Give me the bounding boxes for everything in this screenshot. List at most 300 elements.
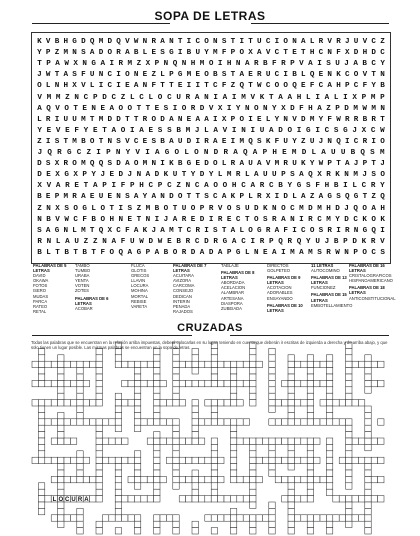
crossword-cell[interactable] <box>134 528 140 534</box>
grid-letter[interactable]: E <box>186 115 192 124</box>
grid-letter[interactable]: R <box>142 115 148 124</box>
grid-letter[interactable]: Q <box>118 248 124 257</box>
grid-letter[interactable]: E <box>257 115 262 124</box>
grid-letter[interactable]: U <box>335 60 340 69</box>
crossword-cell[interactable] <box>96 457 102 463</box>
grid-letter[interactable]: B <box>160 137 165 146</box>
crossword-cell[interactable] <box>58 464 64 470</box>
crossword-cell[interactable] <box>288 483 294 489</box>
crossword-cell[interactable] <box>77 515 83 521</box>
crossword-cell[interactable] <box>70 457 76 463</box>
grid-letter[interactable]: A <box>318 193 324 202</box>
grid-letter[interactable]: A <box>317 104 322 113</box>
crossword-cell[interactable] <box>205 496 211 502</box>
grid-letter[interactable]: V <box>135 149 140 157</box>
grid-letter[interactable]: R <box>336 38 341 46</box>
crossword-cell[interactable] <box>282 400 288 406</box>
grid-letter[interactable]: I <box>96 149 101 157</box>
crossword-cell[interactable] <box>256 438 262 444</box>
crossword-cell[interactable] <box>288 502 294 508</box>
grid-letter[interactable]: V <box>299 60 304 69</box>
grid-letter[interactable]: O <box>283 82 288 91</box>
crossword-cell[interactable] <box>262 438 268 444</box>
crossword-cell[interactable] <box>134 387 140 393</box>
crossword-cell[interactable] <box>218 496 224 502</box>
crossword-cell[interactable] <box>352 361 358 367</box>
crossword-cell[interactable] <box>262 515 268 521</box>
crossword-cell[interactable] <box>326 451 332 457</box>
grid-letter[interactable]: V <box>217 204 223 213</box>
grid-letter[interactable]: W <box>336 115 341 124</box>
grid-letter[interactable]: I <box>230 137 236 146</box>
crossword-cell[interactable] <box>38 451 44 457</box>
crossword-cell[interactable] <box>38 374 44 380</box>
crossword-cell[interactable] <box>294 476 300 482</box>
grid-letter[interactable]: N <box>107 137 113 146</box>
grid-letter[interactable]: D <box>118 171 124 180</box>
crossword-cell[interactable] <box>51 515 57 521</box>
crossword-cell[interactable] <box>288 412 294 418</box>
grid-letter[interactable]: S <box>380 248 385 257</box>
grid-letter[interactable]: I <box>145 149 150 157</box>
crossword-cell[interactable] <box>269 419 275 425</box>
grid-letter[interactable]: B <box>82 248 87 257</box>
crossword-cell[interactable] <box>314 515 320 521</box>
crossword-cell[interactable] <box>198 496 204 502</box>
crossword-cell[interactable] <box>154 387 160 393</box>
grid-letter[interactable]: H <box>109 215 115 224</box>
crossword-cell[interactable] <box>173 419 179 425</box>
crossword-cell[interactable] <box>38 355 44 361</box>
grid-letter[interactable]: E <box>221 137 227 146</box>
crossword-cell[interactable] <box>250 400 256 406</box>
crossword-cell[interactable] <box>58 387 64 393</box>
grid-letter[interactable]: G <box>235 248 241 257</box>
crossword-cell[interactable] <box>96 419 102 425</box>
grid-letter[interactable]: B <box>278 182 283 191</box>
crossword-cell[interactable] <box>173 425 179 431</box>
grid-letter[interactable]: Y <box>274 115 280 124</box>
crossword-cell[interactable] <box>230 438 236 444</box>
crossword-cell[interactable] <box>250 387 256 393</box>
crossword-cell[interactable] <box>38 361 44 367</box>
grid-letter[interactable]: B <box>46 215 51 224</box>
crossword-cell[interactable] <box>218 361 224 367</box>
crossword-cell[interactable] <box>346 496 352 502</box>
crossword-cell[interactable] <box>211 476 217 482</box>
crossword-cell[interactable] <box>288 368 294 374</box>
crossword-cell[interactable] <box>115 470 121 476</box>
grid-letter[interactable]: M <box>299 204 304 213</box>
grid-letter[interactable]: A <box>194 93 200 102</box>
crossword-cell[interactable] <box>307 361 313 367</box>
grid-letter[interactable]: Y <box>142 193 148 202</box>
grid-letter[interactable]: K <box>163 171 169 180</box>
crossword-cell[interactable] <box>307 387 313 393</box>
grid-letter[interactable]: T <box>89 115 95 124</box>
grid-letter[interactable]: A <box>204 182 209 191</box>
crossword-cell[interactable] <box>96 464 102 470</box>
grid-letter[interactable]: U <box>340 149 346 157</box>
grid-letter[interactable]: U <box>176 93 181 102</box>
crossword-cell[interactable] <box>314 476 320 482</box>
crossword-cell[interactable] <box>250 451 256 457</box>
crossword-cell[interactable] <box>326 374 332 380</box>
grid-letter[interactable]: D <box>335 204 340 213</box>
grid-letter[interactable]: A <box>301 193 306 202</box>
grid-letter[interactable]: A <box>199 248 205 257</box>
grid-letter[interactable]: T <box>37 60 42 69</box>
grid-letter[interactable]: I <box>226 104 232 113</box>
crossword-cell[interactable] <box>218 515 224 521</box>
grid-letter[interactable]: Q <box>292 82 297 91</box>
grid-letter[interactable]: L <box>311 149 317 157</box>
grid-letter[interactable]: F <box>315 182 320 191</box>
grid-letter[interactable]: D <box>290 104 295 113</box>
crossword-cell[interactable] <box>96 432 102 438</box>
grid-letter[interactable]: Y <box>235 104 241 113</box>
grid-letter[interactable]: P <box>262 149 268 157</box>
grid-letter[interactable]: T <box>186 193 192 202</box>
crossword-cell[interactable] <box>224 515 230 521</box>
crossword-cell[interactable] <box>230 476 236 482</box>
grid-letter[interactable]: B <box>333 237 339 246</box>
grid-letter[interactable]: C <box>265 38 271 46</box>
grid-letter[interactable]: E <box>282 149 287 157</box>
crossword-cell[interactable] <box>154 470 160 476</box>
grid-letter[interactable]: P <box>145 248 151 257</box>
grid-letter[interactable]: A <box>160 226 165 235</box>
grid-letter[interactable]: Z <box>37 137 42 146</box>
grid-letter[interactable]: Q <box>172 60 178 69</box>
crossword-cell[interactable] <box>243 476 249 482</box>
grid-letter[interactable]: P <box>46 60 51 69</box>
crossword-cell[interactable] <box>307 419 313 425</box>
crossword-cell[interactable] <box>224 380 230 386</box>
grid-letter[interactable]: E <box>301 82 306 91</box>
grid-letter[interactable]: O <box>248 226 253 235</box>
grid-letter[interactable]: C <box>371 60 376 69</box>
grid-letter[interactable]: L <box>204 126 209 135</box>
grid-letter[interactable]: D <box>186 137 192 146</box>
crossword-cell[interactable] <box>346 457 352 463</box>
grid-letter[interactable]: O <box>380 171 385 180</box>
grid-letter[interactable]: C <box>290 204 295 213</box>
grid-letter[interactable]: C <box>76 149 82 157</box>
crossword-cell[interactable] <box>288 464 294 470</box>
grid-letter[interactable]: O <box>174 149 180 157</box>
grid-letter[interactable]: R <box>272 215 277 224</box>
crossword-cell[interactable] <box>192 521 198 527</box>
grid-letter[interactable]: B <box>350 149 356 157</box>
grid-letter[interactable]: L <box>55 237 61 246</box>
crossword-cell[interactable] <box>326 483 332 489</box>
grid-letter[interactable]: F <box>74 126 79 135</box>
grid-letter[interactable]: I <box>98 82 104 91</box>
grid-letter[interactable]: B <box>186 49 192 58</box>
crossword-cell[interactable] <box>179 496 185 502</box>
crossword-cell[interactable] <box>288 380 294 386</box>
grid-letter[interactable]: R <box>362 137 368 146</box>
grid-letter[interactable]: Q <box>89 160 95 169</box>
grid-letter[interactable]: O <box>309 226 315 235</box>
crossword-cell[interactable] <box>250 368 256 374</box>
crossword-cell[interactable] <box>211 457 217 463</box>
crossword-cell[interactable] <box>378 438 384 444</box>
grid-letter[interactable]: A <box>281 215 286 224</box>
crossword-cell[interactable] <box>224 496 230 502</box>
grid-letter[interactable]: E <box>92 126 98 135</box>
crossword-cell[interactable] <box>326 489 332 495</box>
grid-letter[interactable]: I <box>116 71 121 80</box>
crossword-cell[interactable] <box>205 361 211 367</box>
crossword-cell[interactable] <box>211 528 217 534</box>
crossword-cell[interactable] <box>77 361 83 367</box>
grid-letter[interactable]: M <box>309 115 315 124</box>
crossword-cell[interactable] <box>96 444 102 450</box>
grid-letter[interactable]: O <box>208 60 214 69</box>
grid-letter[interactable]: A <box>213 126 218 135</box>
crossword-cell[interactable] <box>128 400 134 406</box>
crossword-cell[interactable] <box>186 496 192 502</box>
crossword-cell[interactable] <box>269 502 275 508</box>
grid-letter[interactable]: O <box>127 104 133 113</box>
crossword-cell[interactable] <box>77 374 83 380</box>
crossword-cell[interactable] <box>294 380 300 386</box>
crossword-cell[interactable] <box>122 438 128 444</box>
grid-letter[interactable]: X <box>55 204 60 213</box>
crossword-cell[interactable] <box>134 361 140 367</box>
grid-letter[interactable]: V <box>265 160 271 169</box>
crossword-cell[interactable] <box>38 400 44 406</box>
grid-letter[interactable]: T <box>336 160 341 169</box>
grid-letter[interactable]: V <box>362 38 368 46</box>
grid-letter[interactable]: P <box>54 193 60 202</box>
grid-letter[interactable]: G <box>306 126 311 135</box>
crossword-cell[interactable] <box>256 515 262 521</box>
grid-letter[interactable]: P <box>92 93 98 102</box>
grid-letter[interactable]: A <box>268 126 274 135</box>
crossword-cell[interactable] <box>237 515 243 521</box>
crossword-cell[interactable] <box>134 412 140 418</box>
grid-letter[interactable]: Y <box>204 49 209 58</box>
grid-letter[interactable]: A <box>195 115 201 124</box>
grid-letter[interactable]: N <box>292 38 297 46</box>
grid-letter[interactable]: F <box>81 71 86 80</box>
grid-letter[interactable]: Z <box>92 237 98 246</box>
grid-letter[interactable]: D <box>116 160 121 169</box>
crossword-cell[interactable] <box>365 368 371 374</box>
grid-letter[interactable]: T <box>136 104 142 113</box>
grid-letter[interactable]: B <box>133 49 139 58</box>
crossword-cell[interactable] <box>230 528 236 534</box>
grid-letter[interactable]: F <box>274 137 280 146</box>
grid-letter[interactable]: M <box>239 137 244 146</box>
crossword-cell[interactable] <box>154 521 160 527</box>
crossword-cell[interactable] <box>250 521 256 527</box>
grid-letter[interactable]: M <box>55 93 61 102</box>
crossword-cell[interactable] <box>77 470 83 476</box>
grid-letter[interactable]: I <box>177 49 183 58</box>
grid-letter[interactable]: Y <box>306 237 311 246</box>
grid-letter[interactable]: O <box>380 137 385 146</box>
grid-letter[interactable]: T <box>362 193 368 202</box>
grid-letter[interactable]: H <box>380 204 385 213</box>
crossword-cell[interactable] <box>77 521 83 527</box>
crossword-cell[interactable] <box>70 438 76 444</box>
grid-letter[interactable]: W <box>335 248 340 257</box>
grid-letter[interactable]: I <box>195 137 201 146</box>
grid-letter[interactable]: S <box>333 126 339 135</box>
crossword-cell[interactable] <box>230 368 236 374</box>
grid-letter[interactable]: O <box>107 49 113 58</box>
crossword-cell[interactable] <box>326 464 332 470</box>
grid-letter[interactable]: P <box>154 60 160 69</box>
grid-letter[interactable]: I <box>195 82 201 91</box>
crossword-cell[interactable] <box>58 476 64 482</box>
crossword-cell[interactable] <box>192 483 198 489</box>
crossword-cell[interactable] <box>301 496 307 502</box>
grid-letter[interactable]: S <box>163 104 169 113</box>
crossword-cell[interactable] <box>166 400 172 406</box>
grid-letter[interactable]: I <box>281 248 286 257</box>
crossword-cell[interactable] <box>365 528 371 534</box>
grid-letter[interactable]: T <box>55 248 60 257</box>
crossword-cell[interactable] <box>346 451 352 457</box>
crossword-cell[interactable] <box>358 361 364 367</box>
grid-letter[interactable]: G <box>353 193 359 202</box>
grid-letter[interactable]: A <box>287 93 293 102</box>
crossword-cell[interactable] <box>358 496 364 502</box>
crossword-cell[interactable] <box>275 419 281 425</box>
crossword-cell[interactable] <box>141 361 147 367</box>
crossword-cell[interactable] <box>230 425 236 431</box>
grid-letter[interactable]: A <box>252 149 258 157</box>
grid-letter[interactable]: T <box>248 38 253 46</box>
grid-letter[interactable]: U <box>263 171 268 180</box>
grid-letter[interactable]: G <box>136 248 142 257</box>
crossword-cell[interactable] <box>288 374 294 380</box>
grid-letter[interactable]: Y <box>272 104 277 113</box>
grid-letter[interactable]: M <box>353 104 358 113</box>
grid-letter[interactable]: B <box>176 237 181 246</box>
grid-letter[interactable]: S <box>107 160 113 169</box>
grid-letter[interactable]: N <box>91 104 96 113</box>
crossword-cell[interactable] <box>38 438 44 444</box>
grid-letter[interactable]: N <box>283 115 288 124</box>
crossword-cell[interactable] <box>250 457 256 463</box>
crossword-cell[interactable] <box>198 419 204 425</box>
grid-letter[interactable]: B <box>362 60 367 69</box>
grid-letter[interactable]: E <box>142 137 148 146</box>
grid-letter[interactable]: Y <box>83 126 89 135</box>
grid-letter[interactable]: U <box>265 71 271 80</box>
crossword-cell[interactable] <box>51 457 57 463</box>
grid-letter[interactable]: T <box>136 215 142 224</box>
crossword-cell[interactable] <box>282 438 288 444</box>
crossword-cell[interactable] <box>115 489 121 495</box>
crossword-cell[interactable] <box>237 419 243 425</box>
grid-letter[interactable]: A <box>250 182 256 191</box>
crossword-cell[interactable] <box>64 419 70 425</box>
crossword-cell[interactable] <box>326 361 332 367</box>
grid-letter[interactable]: X <box>72 82 77 91</box>
grid-letter[interactable]: H <box>272 149 277 157</box>
grid-letter[interactable]: Z <box>326 104 331 113</box>
crossword-cell[interactable] <box>192 380 198 386</box>
crossword-cell[interactable] <box>326 419 332 425</box>
crossword-cell[interactable] <box>269 387 275 393</box>
grid-letter[interactable]: T <box>371 71 376 80</box>
grid-letter[interactable]: A <box>345 160 350 169</box>
crossword-cell[interactable] <box>339 457 345 463</box>
crossword-cell[interactable] <box>326 380 332 386</box>
grid-letter[interactable]: R <box>37 237 42 246</box>
grid-letter[interactable]: R <box>118 60 124 69</box>
crossword-cell[interactable] <box>70 419 76 425</box>
grid-letter[interactable]: S <box>64 204 69 213</box>
crossword-cell[interactable] <box>371 380 377 386</box>
crossword-cell[interactable] <box>314 438 320 444</box>
grid-letter[interactable]: H <box>226 60 232 69</box>
crossword-cell[interactable] <box>96 476 102 482</box>
crossword-cell[interactable] <box>230 496 236 502</box>
crossword-cell[interactable] <box>173 483 179 489</box>
grid-letter[interactable]: J <box>37 149 43 157</box>
grid-letter[interactable]: R <box>208 204 214 213</box>
grid-letter[interactable]: M <box>142 160 148 169</box>
grid-letter[interactable]: E <box>248 71 253 80</box>
crossword-cell[interactable] <box>58 489 64 495</box>
crossword-cell[interactable] <box>288 361 294 367</box>
crossword-cell[interactable] <box>160 438 166 444</box>
grid-letter[interactable]: U <box>89 71 95 80</box>
grid-letter[interactable]: I <box>111 182 117 191</box>
grid-letter[interactable]: Z <box>309 193 315 202</box>
grid-letter[interactable]: J <box>100 171 106 180</box>
crossword-cell[interactable] <box>45 419 51 425</box>
grid-letter[interactable]: S <box>290 171 295 180</box>
grid-letter[interactable]: V <box>292 115 297 124</box>
crossword-cell[interactable] <box>134 406 140 412</box>
crossword-cell[interactable] <box>346 400 352 406</box>
grid-letter[interactable]: S <box>257 137 262 146</box>
grid-letter[interactable]: U <box>309 137 315 146</box>
crossword-cell[interactable] <box>339 419 345 425</box>
crossword-cell[interactable] <box>128 496 134 502</box>
crossword-cell[interactable] <box>122 400 128 406</box>
grid-letter[interactable]: X <box>317 171 322 180</box>
grid-letter[interactable]: I <box>345 137 350 146</box>
crossword-cell[interactable] <box>45 496 51 502</box>
crossword-cell[interactable] <box>250 515 256 521</box>
grid-letter[interactable]: A <box>321 149 326 157</box>
crossword-cell[interactable] <box>211 489 217 495</box>
grid-letter[interactable]: V <box>380 237 385 246</box>
grid-letter[interactable]: U <box>259 126 265 135</box>
grid-letter[interactable]: A <box>244 60 250 69</box>
crossword-cell[interactable] <box>173 457 179 463</box>
crossword-cell[interactable] <box>179 476 185 482</box>
grid-letter[interactable]: B <box>154 204 160 213</box>
grid-letter[interactable]: L <box>91 204 96 213</box>
grid-letter[interactable]: C <box>148 182 154 191</box>
grid-letter[interactable]: J <box>163 215 169 224</box>
grid-letter[interactable]: U <box>98 193 104 202</box>
crossword-cell[interactable] <box>102 515 108 521</box>
crossword-cell[interactable] <box>109 457 115 463</box>
crossword-cell[interactable] <box>38 412 44 418</box>
